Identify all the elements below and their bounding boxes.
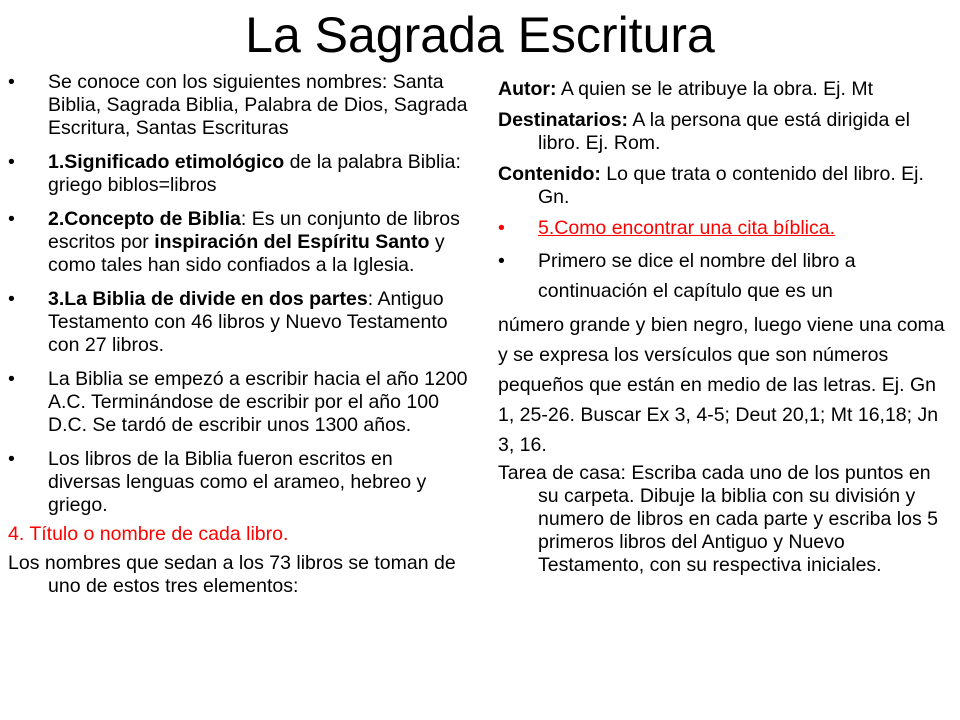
bold-phrase: 2.Concepto de Biblia: [48, 208, 241, 230]
term-label: Destinatarios:: [498, 109, 629, 131]
bullet-text: [48, 151, 470, 197]
bullet-etymology: [8, 151, 470, 197]
section-heading-red: 4. Título o nombre de cada libro.: [8, 523, 289, 545]
bullet-text: Los libros de la Biblia fueron escritos en diversas lenguas como el arameo, hebreo y griego.: [48, 448, 427, 516]
bullet-marker: •: [498, 250, 505, 272]
bullet-marker: •: [498, 217, 505, 239]
bullet-concept: [8, 208, 470, 277]
bullet-marker: •: [8, 208, 15, 230]
body-text: : Es un conjunto de libros escritos por: [48, 208, 460, 253]
left-column: [8, 71, 470, 602]
contenido-paragraph: [498, 163, 950, 209]
body-text: y como tales han sido confiados a la Iglesia.: [48, 231, 445, 276]
bullet-text: [48, 288, 470, 357]
bold-phrase: 3.La Biblia de divide en dos partes: [48, 288, 368, 310]
closing-paragraph: Los nombres que sedan a los 73 libros se toman de uno de estos tres elementos:: [8, 552, 456, 597]
bullet-names: [8, 71, 470, 140]
bullet-marker: •: [8, 71, 15, 93]
slide-title: La Sagrada Escritura: [245, 7, 715, 63]
bold-phrase: 1.Significado etimológico: [48, 151, 285, 173]
bullet-languages: [8, 448, 470, 517]
bullet-text: Se conoce con los siguientes nombres: Santa Biblia, Sagrada Biblia, Palabra de Dios, Sagrada Escritura, Santas Escrituras: [48, 71, 468, 139]
bullet-text: La Biblia se empezó a escribir hacia el año 1200 A.C. Terminándose de escribir por el año 100 D.C. Se tardó de escribir unos 1300 años.: [48, 368, 468, 436]
bullet-writing-period: [8, 368, 470, 437]
term-text: Lo que trata o contenido del libro. Ej. Gn.: [538, 163, 924, 208]
body-text: de la palabra Biblia: griego biblos=libros: [48, 151, 461, 196]
destinatarios-paragraph: [498, 109, 950, 155]
term-label: Autor:: [498, 78, 557, 100]
term-text: A la persona que está dirigida el libro. Ej. Rom.: [538, 109, 910, 154]
autor-paragraph: [498, 78, 950, 101]
term-text: A quien se le atribuye la obra. Ej. Mt: [556, 78, 873, 100]
bullet-first-step: [498, 246, 950, 306]
bullet-marker: •: [8, 288, 15, 310]
bullet-marker: •: [8, 368, 15, 390]
bullet-find-citation: [498, 217, 950, 240]
continuation-text: número grande y bien negro, luego viene una coma y se expresa los versículos que son números pequeños que están en medio de las letras. Ej. Gn 1, 25-26. Buscar Ex 3, 4-5; Deut 20,1; Mt 16,18; Jn 3, 16.: [498, 314, 945, 456]
bullet-marker: •: [8, 448, 15, 470]
bullet-text: 5.Como encontrar una cita bíblica.: [538, 217, 835, 239]
bold-phrase: inspiración del Espíritu Santo: [154, 231, 430, 253]
bullet-marker: •: [8, 151, 15, 173]
bullet-text: [48, 208, 470, 277]
bullet-text: Primero se dice el nombre del libro a continuación el capítulo que es un: [538, 250, 856, 302]
bullet-division: [8, 288, 470, 357]
body-text: : Antiguo Testamento con 46 libros y Nuevo Testamento con 27 libros.: [48, 288, 448, 356]
right-column: [498, 78, 950, 585]
homework-paragraph: Tarea de casa: Escriba cada uno de los puntos en su carpeta. Dibuje la biblia con su división y numero de libros en cada parte y escriba los 5 primeros libros del Antiguo y Nuevo Testamento, con su respectiva iniciales.: [498, 462, 938, 576]
term-label: Contenido:: [498, 163, 601, 185]
